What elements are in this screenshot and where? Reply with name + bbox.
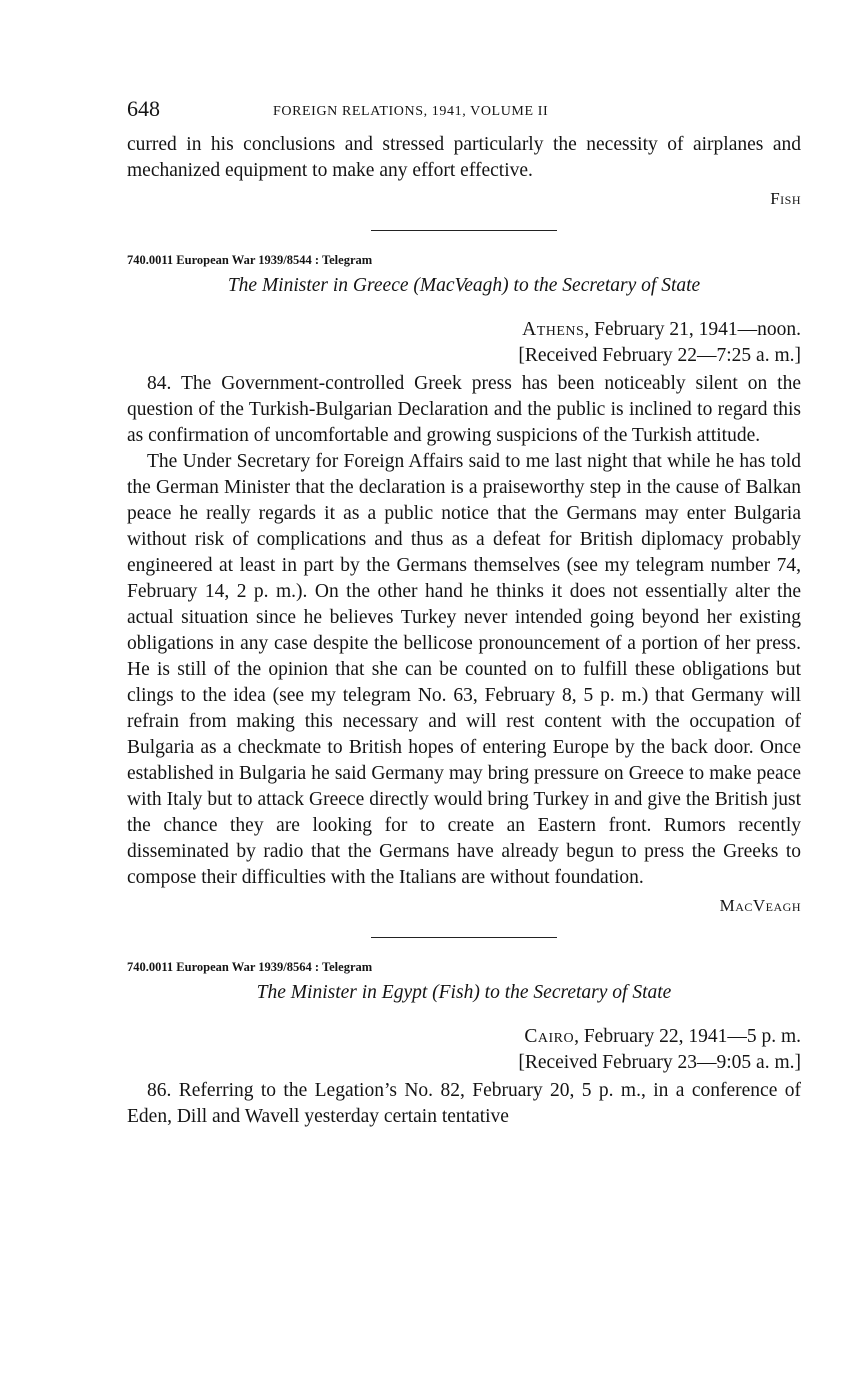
body-paragraph: The Under Secretary for Foreign Affairs said to me last night that while he has told the German Minister that the declaration is a praiseworthy step in the cause of Balkan peace he really regards it as a public notice that the Germans may enter Bulgaria without risk of complications and thus as a defeat for British diplomacy probably engineered at least in part by the Germans themselves (see my telegram number 74, February 14, 2 p. m.). On the other hand he thinks it does not essentially alter the actual situation since he believes Turkey never intended going beyond her existing obligations in any case despite the bellicose pronouncement of a portion of her press. He is still of the opinion that she can be counted on to fulfill these obligations but clings to the idea (see my telegram No. 63, February 8, 5 p. m.) that Germany will refrain from making this necessary and will rest content with the occupation of Bulgaria as a checkmate to British hopes of entering Europe by the back door. Once established in Bulgaria he said Germany may bring pressure on Greece to make peace with Italy but to attack Greece directly would bring Turkey in and give the British just the chance they are looking for to create an Eastern front. Rumors recently disseminated by radio that the Germans have already begun to press the Greeks to compose their difficulties with the Italians are without foundation. — [127, 451, 801, 888]
dateline-date: , February 22, 1941—5 p. m. — [574, 1026, 801, 1047]
running-title: FOREIGN RELATIONS, 1941, VOLUME II — [273, 104, 549, 119]
document-title: The Minister in Greece (MacVeagh) to the Secretary of State — [227, 275, 701, 296]
received-line: [Received February 22—7:25 a. m.] — [518, 345, 801, 366]
document-page — [127, 96, 801, 1130]
dateline-place: Athens — [522, 319, 585, 340]
file-reference: 740.0011 European War 1939/8564 : Telegram — [127, 960, 373, 974]
body-paragraph: 84. The Government-controlled Greek press has been noticeably silent on the question of the Turkish-Bulgarian Declaration and the public is inclined to regard this as confirmation of uncomfortable and growing suspicions of the Turkish attitude. — [127, 373, 801, 446]
signature-fish: Fish — [770, 189, 801, 208]
dateline — [127, 317, 801, 343]
body-paragraph: 86. Referring to the Legation’s No. 82, February 20, 5 p. m., in a conference of Eden, Dill and Wavell yesterday certain tentative — [127, 1080, 801, 1127]
dateline-place: Cairo — [524, 1026, 575, 1047]
continuation-paragraph: curred in his conclusions and stressed particularly the necessity of airplanes and mechanized equipment to make any effort effective. — [127, 134, 801, 181]
page-number: 648 — [127, 96, 160, 121]
dateline — [127, 1024, 801, 1050]
file-reference: 740.0011 European War 1939/8544 : Telegram — [127, 253, 373, 267]
section-divider — [371, 230, 557, 231]
document-title: The Minister in Egypt (Fish) to the Secretary of State — [256, 982, 672, 1003]
signature-macveagh: MacVeagh — [719, 896, 801, 915]
section-divider — [371, 937, 557, 938]
running-header — [127, 96, 801, 132]
received-line: [Received February 23—9:05 a. m.] — [518, 1052, 801, 1073]
dateline-date: , February 21, 1941—noon. — [584, 319, 801, 340]
